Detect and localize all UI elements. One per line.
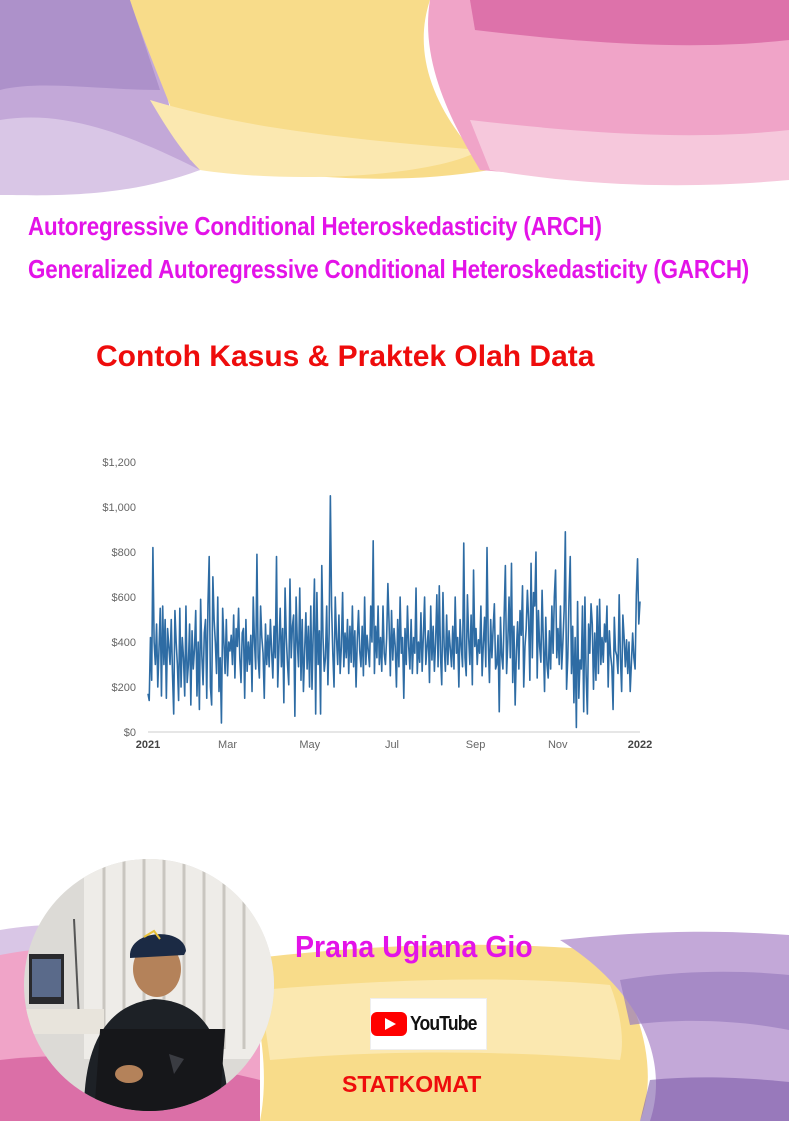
y-axis bbox=[102, 457, 136, 739]
y-tick-label: $400 bbox=[111, 637, 136, 649]
x-axis bbox=[136, 732, 652, 751]
y-tick-label: $0 bbox=[123, 727, 136, 739]
y-tick-label: $200 bbox=[111, 682, 136, 694]
x-tick-label: 2021 bbox=[135, 739, 161, 751]
youtube-wordmark: YouTube bbox=[410, 1012, 477, 1035]
author-name: Prana Ugiana Gio bbox=[295, 929, 533, 964]
y-tick-label: $800 bbox=[111, 547, 136, 559]
x-tick-label: Sep bbox=[465, 739, 486, 751]
decorative-top-banner bbox=[0, 0, 789, 200]
title-line-arch: Autoregressive Conditional Heteroskedasticity (ARCH) bbox=[28, 211, 602, 241]
y-tick-label: $600 bbox=[111, 592, 136, 604]
channel-name: STATKOMAT bbox=[342, 1071, 482, 1097]
line-chart bbox=[95, 450, 655, 760]
x-tick-label: 2022 bbox=[627, 739, 653, 751]
subtitle: Contoh Kasus & Praktek Olah Data bbox=[96, 340, 595, 373]
x-tick-label: Jul bbox=[384, 739, 400, 751]
x-tick-label: Nov bbox=[547, 739, 568, 751]
x-tick-label: Mar bbox=[218, 739, 238, 751]
y-tick-label: $1,200 bbox=[102, 457, 136, 469]
author-photo bbox=[24, 859, 274, 1111]
title-line-garch: Generalized Autoregressive Conditional Heteroskedasticity (GARCH) bbox=[28, 254, 750, 284]
youtube-play-icon bbox=[371, 1012, 407, 1036]
y-tick-label: $1,000 bbox=[102, 502, 136, 514]
youtube-logo[interactable] bbox=[371, 999, 486, 1049]
x-tick-label: May bbox=[299, 739, 321, 751]
series-line bbox=[148, 496, 640, 728]
